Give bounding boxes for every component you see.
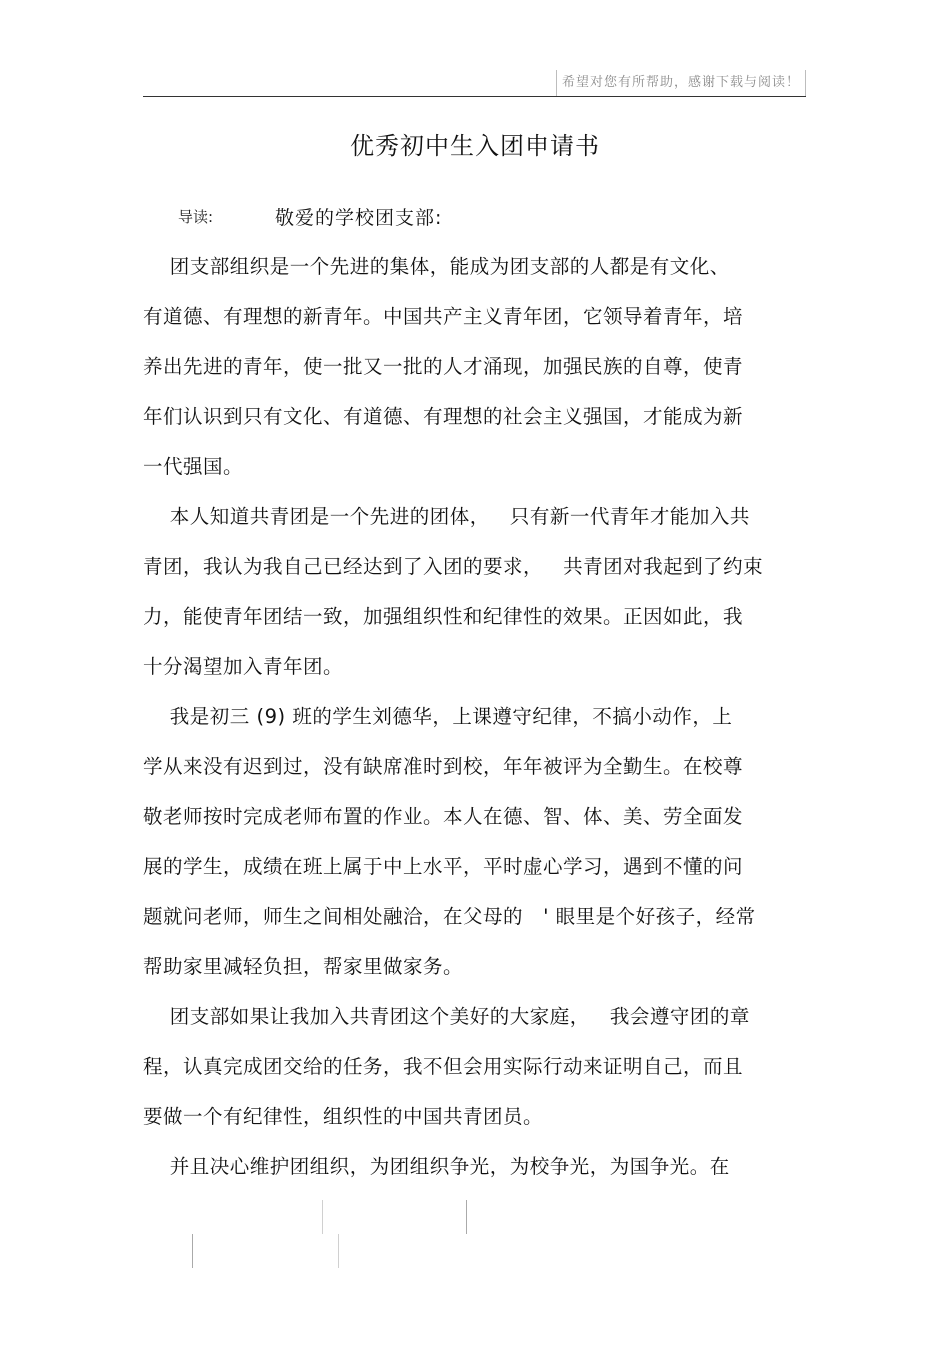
body-line: 力，能使青年团结一致，加强组织性和纪律性的效果。正因如此，我 (143, 605, 744, 628)
body-line: 团支部组织是一个先进的集体，能成为团支部的人都是有文化、 (143, 255, 730, 278)
body-line: 青团，我认为我自己已经达到了入团的要求， 共青团对我起到了约束 (143, 555, 764, 578)
page-artifact-line (466, 1200, 467, 1234)
body-line: 十分渴望加入青年团。 (143, 655, 344, 678)
body-line: 我是初三 (9) 班的学生刘德华，上课遵守纪律，不搞小动作，上 (143, 705, 733, 728)
body-line: 帮助家里减轻负担，帮家里做家务。 (143, 955, 464, 978)
header-divider (143, 96, 806, 97)
page-artifact-line (192, 1234, 193, 1268)
body-line: 团支部如果让我加入共青团这个美好的大家庭， 我会遵守团的章 (143, 1005, 750, 1028)
header-note: 希望对您有所帮助，感谢下载与阅读！ (556, 70, 806, 96)
body-line: 年们认识到只有文化、有道德、有理想的社会主义强国，才能成为新 (143, 405, 744, 428)
body-line: 本人知道共青团是一个先进的团体， 只有新一代青年才能加入共 (143, 505, 750, 528)
body-line: 展的学生，成绩在班上属于中上水平，平时虚心学习，遇到不懂的问 (143, 855, 744, 878)
document-title: 优秀初中生入团申请书 (350, 132, 600, 160)
body-line: 要做一个有纪律性，组织性的中国共青团员。 (143, 1105, 544, 1128)
body-line: 敬老师按时完成老师布置的作业。本人在德、智、体、美、劳全面发 (143, 805, 744, 828)
body-line: 题就问老师，师生之间相处融洽，在父母的 ' 眼里是个好孩子，经常 (143, 905, 756, 928)
body-line: 程，认真完成团交给的任务，我不但会用实际行动来证明自己，而且 (143, 1055, 744, 1078)
body-line: 一代强国。 (143, 455, 244, 478)
body-line: 养出先进的青年，使一批又一批的人才涌现，加强民族的自尊，使青 (143, 355, 744, 378)
salutation: 敬爱的学校团支部: (275, 207, 443, 229)
page-artifact-line (322, 1200, 323, 1234)
body-line: 学从来没有迟到过，没有缺席准时到校，年年被评为全勤生。在校尊 (143, 755, 744, 778)
body-line: 有道德、有理想的新青年。中国共产主义青年团，它领导着青年，培 (143, 305, 744, 328)
page-artifact-line (338, 1234, 339, 1268)
body-line: 并且决心维护团组织，为团组织争光，为校争光，为国争光。在 (143, 1155, 730, 1178)
guide-label: 导读: (178, 208, 214, 226)
